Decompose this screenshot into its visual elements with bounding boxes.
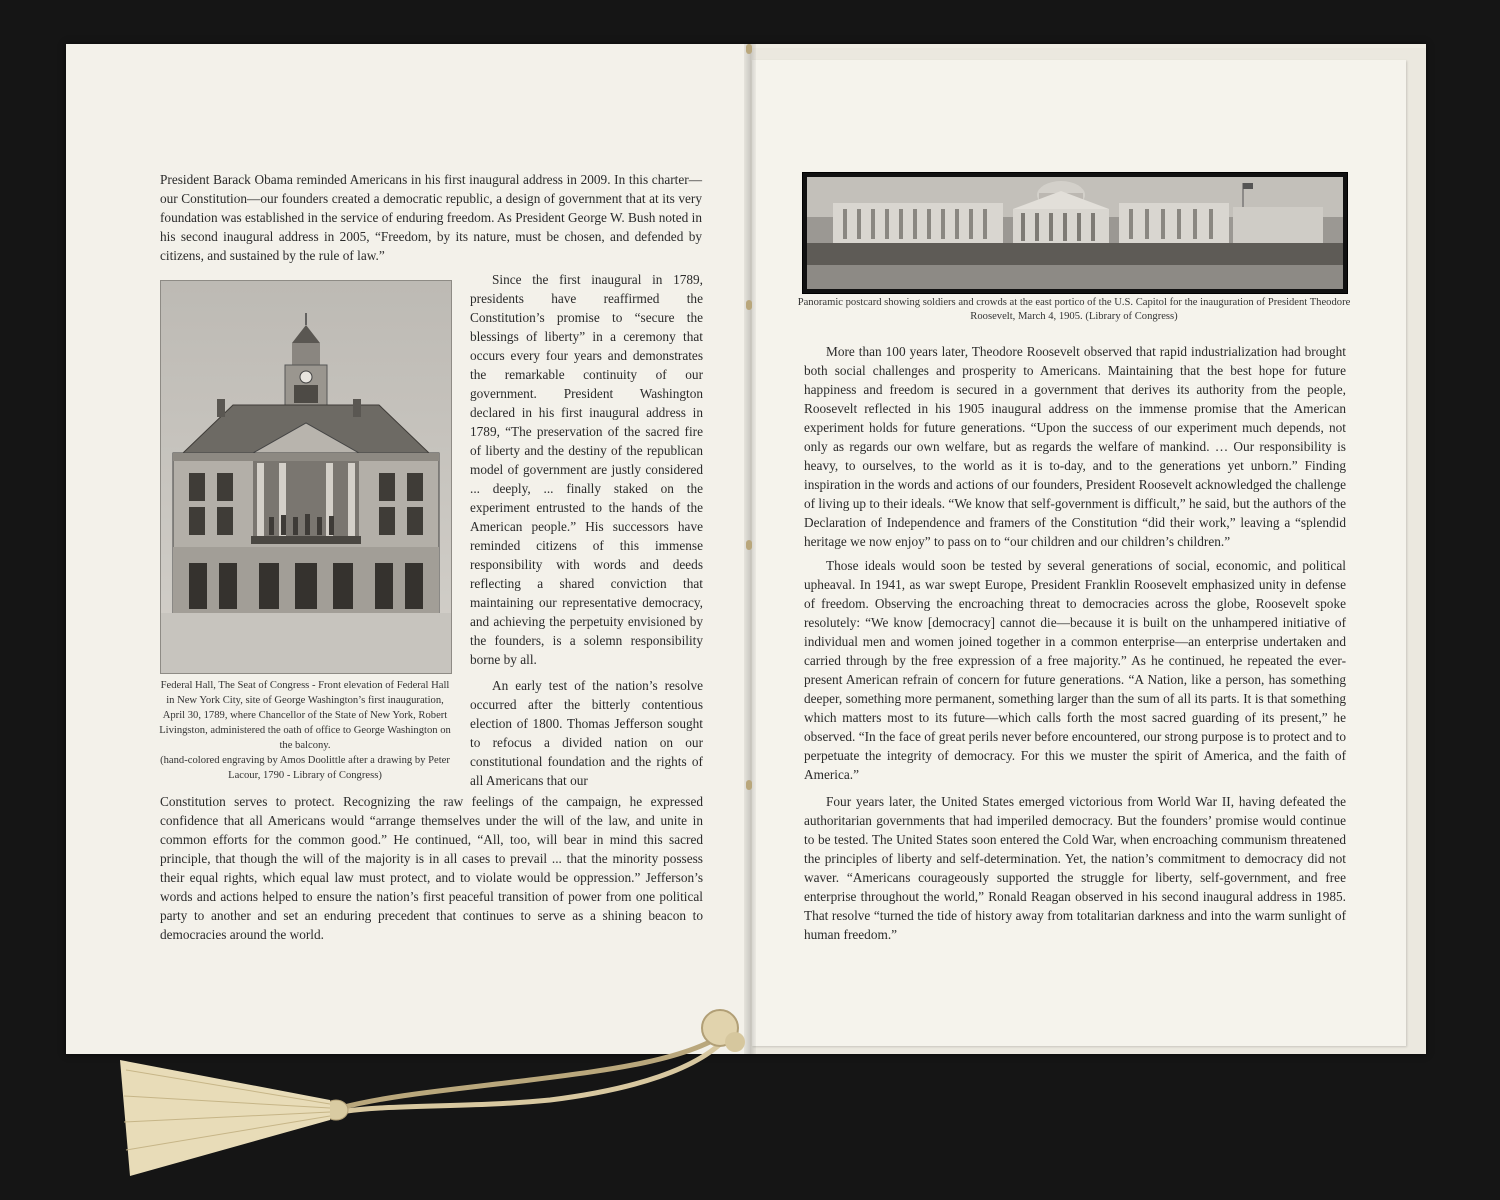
capitol-panorama-caption: Panoramic postcard showing soldiers and crowds at the east portico of the U.S. Capitol for the inauguration of President Theodore Roosevelt, March 4, 1905. (Library of Congress) [797, 297, 1351, 322]
capitol-panorama-image [802, 172, 1348, 294]
body-paragraph-roosevelt: More than 100 years later, Theodore Roosevelt observed that rapid industrialization had brought both social challenges and prosperity to Americans. Maintaining that the best hope for future happiness and freedom is secured in a government that derives its authority from the people, Roosevelt reflected in his 1905 inaugural address on the immense promise that the American experiment holds for future generations. “Upon the success of our experiment much depends, not only as regards our own welfare, but as regards the welfare of mankind. … Our responsibility is heavy, to ourselves, to the world as it is to-day, and to the generations yet unborn.” Finding inspiration in the words and actions of our founders, President Roosevelt acknowledged the challenge of living up to their ideals. “We know that self-government is difficult,” he said, but the authors of the Declaration of Independence and framers of the Constitution “did their work,” leaving a “splendid heritage we now enjoy” to pass on to “our children and our children’s children.” [804, 344, 1346, 549]
federal-hall-caption: Federal Hall, The Seat of Congress - Front elevation of Federal Hall in New York City, site of George Washington’s first inauguration, April 30, 1789, where Chancellor of the State of New York, Robert Livingston, administered the oath of office to George Washington on the balcony. (hand-colored engraving by Amos Doolittle after a drawing by Peter Lacour, 1790 - Library of Congress) [159, 680, 451, 781]
binding-stitch [746, 540, 752, 550]
body-paragraph-fdr: Those ideals would soon be tested by several generations of social, economic, and political upheaval. In 1941, as war swept Europe, President Franklin Roosevelt emphasized unity in defense of freedom. Observing the encroaching threat to democracies across the globe, Roosevelt spoke resolutely: “We know [democracy] cannot die—because it is built on the unhampered initiative of individual men and women joined together in a common enterprise—an enterprise undertaken and carried through by the free expression of a free majority.” As he continued, he repeated the ever-present American refrain of concern for future generations. “A Nation, like a person, has something deeper, something more permanent, something larger than the sum of all its parts. It is that something which matters most to its future—which calls forth the most sacred guarding of its present,” he observed. “In the face of great perils never before encountered, our strong purpose is to protect and to perpetuate the integrity of democracy. For this we muster the spirit of America, and the faith of America.” [804, 558, 1346, 782]
binding-stitch [746, 44, 752, 54]
intro-paragraph: President Barack Obama reminded Americans in his first inaugural address in 2009. In this charter—our Constitution—our founders created a democratic republic, a design of government that at its very foundation was established in the service of enduring freedom. As President George W. Bush noted in his second inaugural address in 2005, “Freedom, by its nature, must be chosen, and defended by citizens, and sustained by the rule of law.” [160, 172, 702, 263]
tassel-bookmark [90, 1000, 770, 1200]
body-paragraph-column: Since the first inaugural in 1789, presidents have reaffirmed the Constitution’s promise to “secure the blessings of liberty” in a ceremony that occurs every four years and demonstrates the remarkable continuity of our government. President Washington declared in his first inaugural address in 1789, “The preservation of the sacred fire of liberty and the destiny of the republican model of government are justly considered ... deeply, ... finally staked on the experiment entrusted to the hands of the American people.” His successors have reminded citizens of this immense responsibility with words and deeds reflecting a shared conviction that maintaining our representative democracy, and achieving the perpetuity envisioned by the founders, is a solemn responsibility borne by all. [470, 272, 703, 667]
binding-stitch [746, 300, 752, 310]
body-paragraph-column-2: An early test of the nation’s resolve occurred after the bitterly contentious election of 1800. Thomas Jefferson sought to refocus a divided nation on our constitutional foundation and the rights of all Americans that our [470, 678, 703, 788]
body-paragraph-continued: Constitution serves to protect. Recognizing the raw feelings of the campaign, he expressed confidence that all Americans would “arrange themselves under the will of the law, and unite in common efforts for the common good.” He continued, “All, too, will bear in mind this sacred principle, that though the will of the majority is in all cases to prevail ... that the minority possess their equal rights, which equal law must protect, and to violate would be oppression.” Jefferson’s words and actions helped to ensure the nation’s first peaceful transition of power from one political party to another and set an enduring precedent that continues to serve as a shining beacon to democracies around the world. [160, 794, 703, 942]
binding-stitch [746, 780, 752, 790]
federal-hall-image [160, 280, 452, 674]
body-paragraph-cold-war: Four years later, the United States emerged victorious from World War II, having defeated the authoritarian governments that had imperiled democracy. But the founders’ promise would continue to be tested. The United States soon entered the Cold War, when encroaching communism threatened the principles of liberty and self-determination. Yet, the nation’s commitment to democracy did not waver. “Americans courageously supported the struggle for liberty, self-government, and free enterprise throughout the world,” Ronald Reagan observed in his second inaugural address in 1985. That resolve “turned the tide of history away from totalitarian darkness and into the warm sunlight of human freedom.” [804, 794, 1346, 942]
